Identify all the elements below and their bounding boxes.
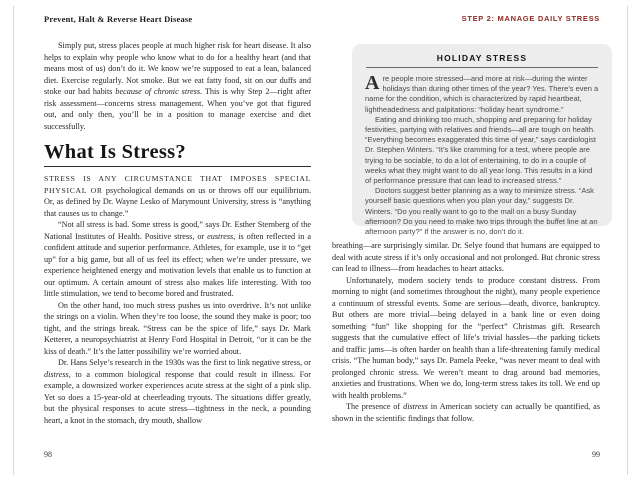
page-edge-right (627, 6, 628, 475)
sidebar-paragraph-text: re people more stressed—and more at risk—during the winter holidays than during other times of the year? Yes. There’s even a name for the condition, which is characterized by rapid heartbeat, lightheadedness and palpitations: “holiday heart syndrome.” (365, 74, 599, 114)
sidebar-box (352, 44, 612, 237)
running-head-right: STEP 2: MANAGE DAILY STRESS (461, 14, 600, 23)
body-paragraph: Unfortunately, modern society tends to produce constant distress. From morning to night (and sometimes throughout the night), many people experience a continuum of stressful events. Some are serious—death, divorce, bankruptcy. But others are more trivial—being delayed in a bank line or even doing something “fun” like shopping for the “perfect” Christmas gift. Research suggests that the cumulative effect of life’s trivial hassles—the parking tickets and traffic jams—is often harder on health than a life-threatening family medical crisis. “The human body,” says Dr. Pamela Peeke, “was never meant to deal with prolonged chronic stress. We weren’t meant to drag around bad memories, anxieties and frustrations. When we do, long-term stress takes its toll. We end up with health problems.” (332, 275, 600, 400)
body-paragraph: Simply put, stress places people at much higher risk for heart disease. It also helps to explain why people who know what to do for a healthy heart (and that means most of us) don’t do it. We know we’re supposed to eat a lean, balanced diet. Exercise regularly. Not smoke. But we eat fatty food, sit on our duffs and stoke our bad habits because of chronic stress. This is why Step 2—right after risk assessment—concerns stress management. When you’ve got that figured out, and only then, you’ll be in a position to manage exercise and diet successfully. (44, 41, 312, 131)
page-number-right: 99 (592, 450, 600, 459)
body-paragraph: On the other hand, too much stress pushes us into overdrive. It’s not unlike the strings on a violin. When they’re too loose, the sound they make is poor; too tight, and the strings break. “Stress can be the spice of life,” says Dr. Mark Ketterer, a neuropsychiatrist at Henry Ford Hospital in Detroit, “or it can be the kiss of death.” It’s the latter possibility we’re worried about. (44, 300, 311, 356)
running-head-left: Prevent, Halt & Reverse Heart Disease (44, 14, 193, 24)
page-number-left: 98 (44, 450, 52, 459)
body-paragraph: STRESS IS ANY CIRCUMSTANCE THAT IMPOSES SPECIAL PHYSICAL OR psychological demands on us or throws off our equilibrium. Or, as defined by Dr. Wayne Lesko of Marymount University, stress is “anything that causes us to change.” (44, 174, 311, 218)
drop-cap: A (365, 72, 380, 94)
right-page-body (332, 240, 600, 424)
sidebar-paragraph: Doctors suggest better planning as a way to minimize stress. “Ask yourself basic questions when you plan your day,” suggests Dr. Winters. “Do you really want to go to the mall on a busy Sunday afternoon? Do you need to make two trips through the buffet line at an afternoon party?” If the answer is no, don’t do it. (365, 186, 598, 237)
section-heading: What Is Stress? (44, 141, 186, 163)
sidebar-paragraph: Eating and drinking too much, shopping and preparing for holiday festivities, partying with relatives and friends—all are tough on health. “Everything becomes exaggerated this time of year,” says cardiologist Dr. Stephen Winters. “It’s like cramming for a test, where people are trying to be sociable, to do a lot of entertaining, to do in a couple of weeks what they might want to do all year long. This results in a kind of performance pressure that can lead to increased stress.” (365, 114, 596, 186)
right-page (332, 0, 600, 480)
sidebar-paragraph (365, 74, 599, 115)
body-paragraph: breathing—are surprisingly similar. Dr. Selye found that humans are equipped to deal with acute stress if it’s only occasional and not prolonged. But chronic stress can lead to illness—from headaches to heart attacks. (332, 241, 600, 273)
section-rule (44, 166, 311, 167)
left-page-body (44, 40, 311, 426)
body-paragraph: Dr. Hans Selye’s research in the 1930s was the first to link negative stress, or distress, to a common biological response that could result in illness. For example, a downsized worker experiences acute stress at the sight of a pink slip. Yet so does a 15-year-old at cheerleading tryouts. The situations differ greatly, but the physical responses to acute stress—tightness in the neck, a pounding heart, a knot in the stomach, dry mouth, shallow (44, 358, 311, 425)
sidebar-title: HOLIDAY STRESS (436, 53, 528, 63)
left-page (44, 0, 311, 480)
sidebar-rule (366, 67, 598, 68)
body-paragraph: “Not all stress is bad. Some stress is good,” says Dr. Esther Sternberg of the National Institutes of Health. Positive stress, or eustress, is often reflected in a confident attitude and superior performance. Athletes, for example, use it to “get up” for a big game, but all of us feel its effect; when we’re under pressure, we experience heightened energy and motivation levels that enable us to function at our optimum. A certain amount of stress also makes life interesting. With too little stimulation, we tend to become bored and frustrated. (44, 220, 311, 298)
page-edge-left (13, 6, 14, 475)
body-paragraph: The presence of distress in American society can actually be quantified, as shown in the scientific findings that follow. (332, 402, 601, 423)
